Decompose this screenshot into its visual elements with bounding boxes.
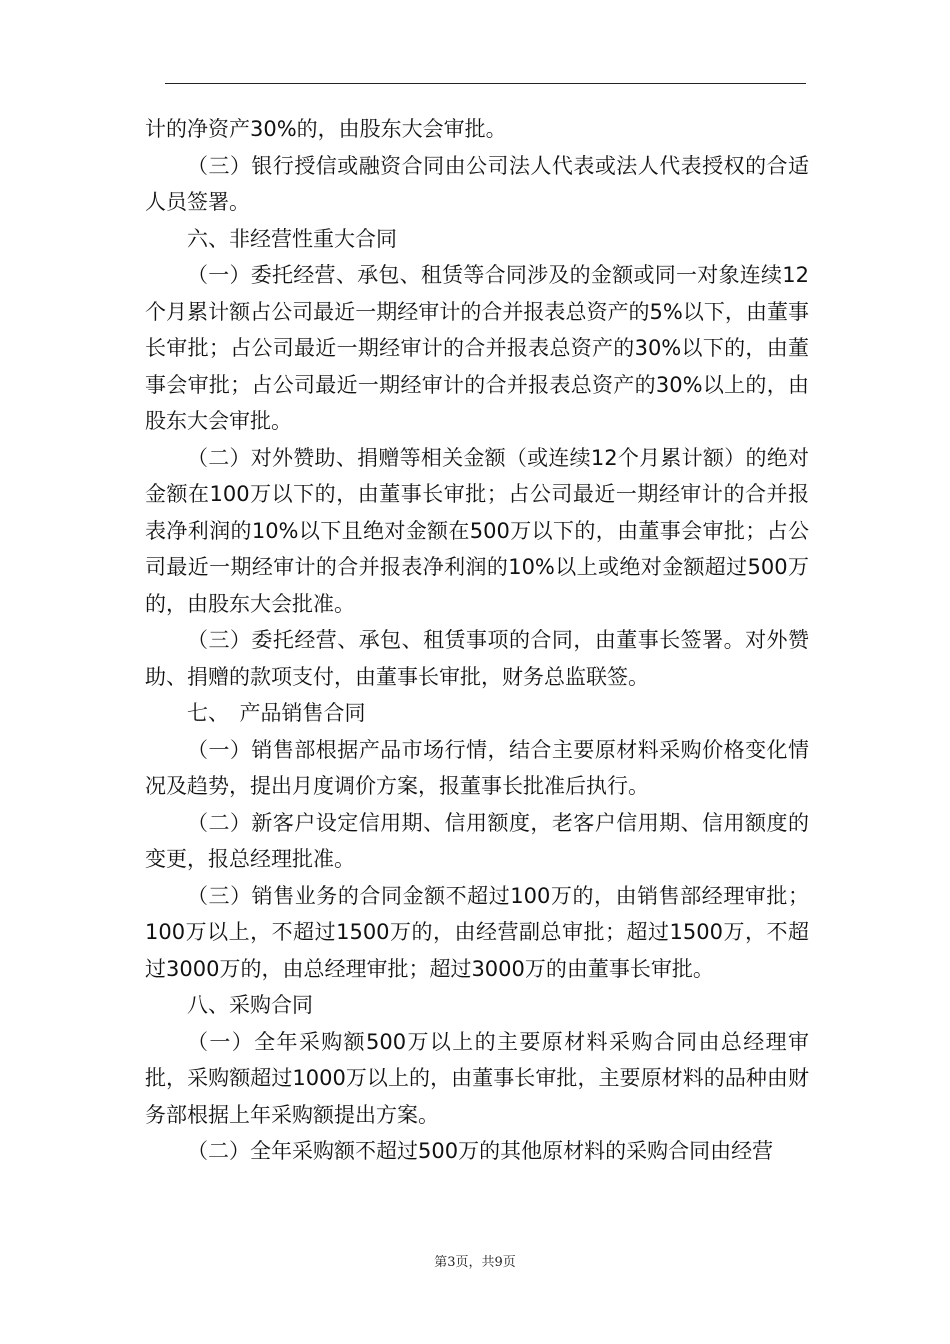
paragraph-6: （一）销售部根据产品市场行情，结合主要原材料采购价格变化情况及趋势，提出月度调价方案，报董事长批准后执行。 [145, 737, 809, 798]
paragraph-8: （三）销售业务的合同金额不超过100万的，由销售部经理审批；100万以上，不超过1500万的，由经营副总审批；超过1500万，不超过3000万的，由总经理审批；超过3000万的由董事长审批。 [145, 883, 809, 981]
paragraph-4: （二）对外赞助、捐赠等相关金额（或连续12个月累计额）的绝对金额在100万以下的，由董事长审批；占公司最近一期经审计的合并报表净利润的10%以下且绝对金额在500万以下的，由董事会审批；占公司最近一期经审计的合并报表净利润的10%以上或绝对金额超过500万的，由股东大会批准。 [145, 445, 809, 616]
page-number: 第3页，共9页 [434, 1255, 516, 1270]
paragraph-3: （一）委托经营、承包、租赁等合同涉及的金额或同一对象连续12个月累计额占公司最近一期经审计的合并报表总资产的5%以下，由董事长审批；占公司最近一期经审计的合并报表总资产的30%以下的，由董事会审批；占公司最近一期经审计的合并报表总资产的30%以上的，由股东大会审批。 [145, 263, 809, 433]
section-heading-7: 七、 产品销售合同 [187, 701, 366, 725]
paragraph-1: 计的净资产30%的，由股东大会审批。 [145, 117, 507, 141]
paragraph-10: （二）全年采购额不超过500万的其他原材料的采购合同由经营 [187, 1139, 774, 1163]
paragraph-9: （一）全年采购额500万以上的主要原材料采购合同由总经理审批，采购额超过1000万以上的，由董事长审批，主要原材料的品种由财务部根据上年采购额提出方案。 [145, 1029, 809, 1127]
header-rule [165, 83, 806, 84]
document-body [145, 111, 809, 1170]
paragraph-2: （三）银行授信或融资合同由公司法人代表或法人代表授权的合适人员签署。 [145, 153, 809, 214]
paragraph-5: （三）委托经营、承包、租赁事项的合同，由董事长签署。对外赞助、捐赠的款项支付，由董事长审批，财务总监联签。 [145, 628, 809, 689]
section-heading-8: 八、采购合同 [187, 993, 313, 1017]
paragraph-7: （二）新客户设定信用期、信用额度，老客户信用期、信用额度的变更，报总经理批准。 [145, 810, 809, 871]
section-heading-6: 六、非经营性重大合同 [187, 226, 397, 251]
